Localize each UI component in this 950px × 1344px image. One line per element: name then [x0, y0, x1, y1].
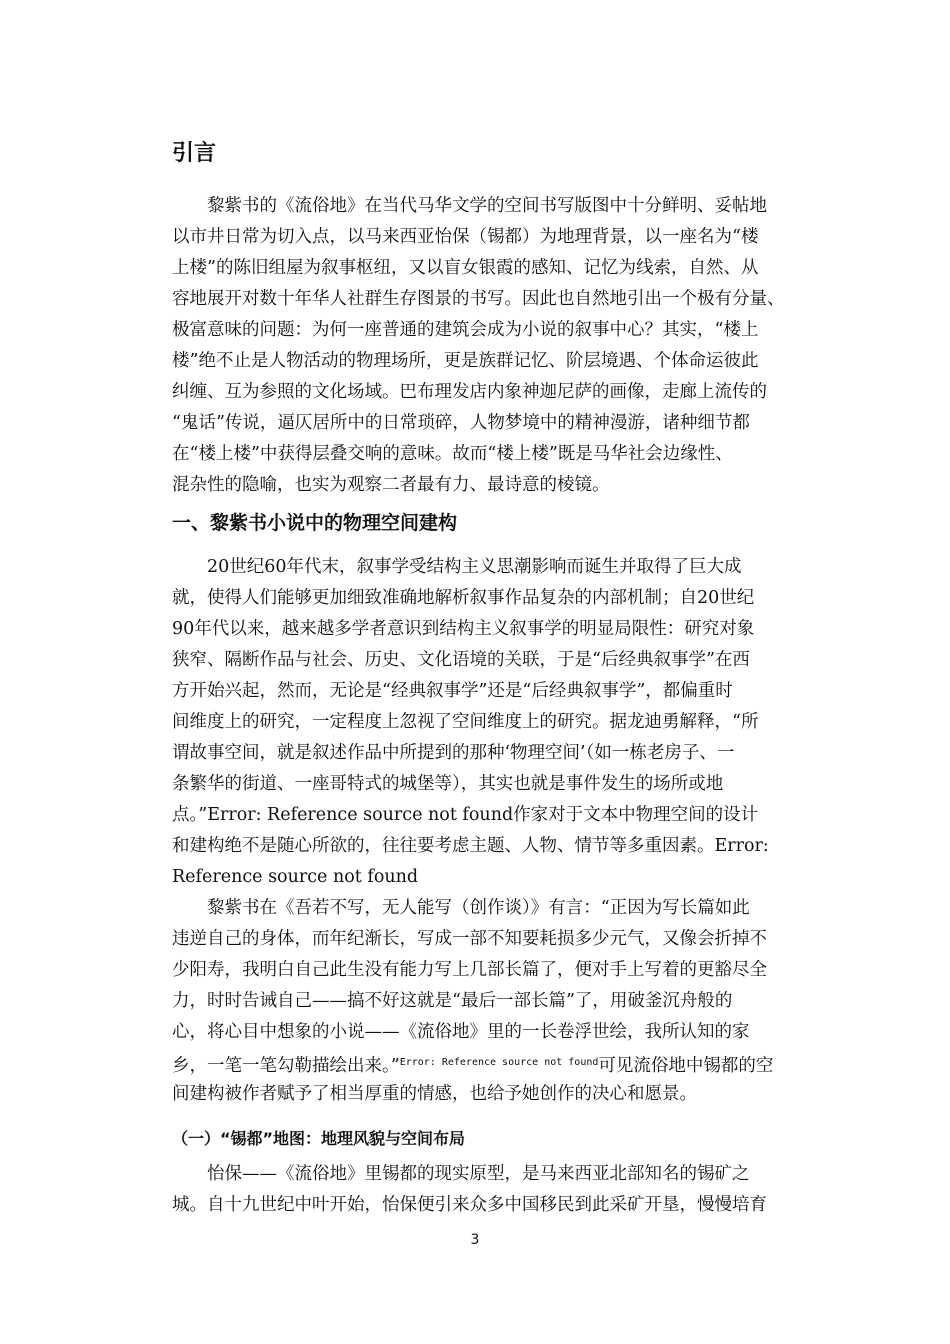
text-line: 心，将心目中想象的小说——《流俗地》里的一长卷浮世绘，我所认知的家 — [172, 1022, 750, 1042]
text-line: 90年代以来，越来越多学者意识到结构主义叙事学的明显局限性：研究对象 — [172, 619, 755, 639]
text-line — [172, 1051, 832, 1078]
text-line: 黎紫书在《吾若不写，无人能写（创作谈）》有言：“正因为写长篇如此 — [207, 898, 750, 918]
text-span: 可见流俗地中锡都的空 — [598, 1056, 774, 1076]
text-line: 点。”Error: Reference source not found作家对于文本中物理空间的设计 — [172, 805, 759, 825]
text-line: 狭窄、隔断作品与社会、历史、文化语境的关联，于是“后经典叙事学”在西 — [172, 650, 750, 670]
reference-error-note: Error: Reference source not found — [399, 1057, 599, 1068]
text-line: 方开始兴起，然而，无论是“经典叙事学”还是“后经典叙事学”，都偏重时 — [172, 681, 733, 701]
section-heading-intro: 引言 — [172, 141, 217, 166]
text-line: 和建构绝不是随心所欲的，往往要考虑主题、人物、情节等多重因素。Error: — [172, 836, 769, 856]
text-line: 力，时时告诫自己——搞不好这就是“最后一部长篇”了，用破釜沉舟般的 — [172, 991, 733, 1011]
text-line: 20世纪60年代末，叙事学受结构主义思潮影响而诞生并取得了巨大成 — [207, 557, 742, 577]
text-line: 黎紫书的《流俗地》在当代马华文学的空间书写版图中十分鲜明、妥帖地 — [207, 196, 767, 216]
text-line: 楼”绝不止是人物活动的物理场所，更是族群记忆、阶层境遇、个体命运彼此 — [172, 351, 759, 371]
page-number: 3 — [470, 1232, 480, 1248]
text-line: “鬼话”传说，逼仄居所中的日常琐碎，人物梦境中的精神漫游，诸种细节都 — [172, 413, 750, 433]
text-line: 上楼”的陈旧组屋为叙事枢纽，又以盲女银霞的感知、记忆为线索，自然、从 — [172, 258, 759, 278]
text-line: 就，使得人们能够更加细致准确地解析叙事作品复杂的内部机制；自20世纪 — [172, 588, 755, 608]
text-line: 条繁华的街道、一座哥特式的城堡等），其实也就是事件发生的场所或地 — [172, 774, 724, 794]
section-heading-1: 一、黎紫书小说中的物理空间建构 — [172, 512, 458, 534]
text-line: 以市井日常为切入点，以马来西亚怡保（锡都）为地理背景，以一座名为“楼 — [172, 227, 759, 247]
text-line: 怡保——《流俗地》里锡都的现实原型，是马来西亚北部知名的锡矿之 — [207, 1164, 750, 1184]
text-span: 乡，一笔一笔勾勒描绘出来。” — [172, 1056, 400, 1076]
subsection-heading-1-1: （一）“锡都”地图：地理风貌与空间布局 — [172, 1129, 466, 1148]
text-line: 容地展开对数十年华人社群生存图景的书写。因此也自然地引出一个极有分量、 — [172, 289, 785, 309]
text-line: 违逆自己的身体，而年纪渐长，写成一部不知要耗损多少元气，又像会折掉不 — [172, 929, 767, 949]
text-line: 间建构被作者赋予了相当厚重的情感，也给予她创作的决心和愿景。 — [172, 1084, 697, 1104]
text-line: 城。自十九世纪中叶开始，怡保便引来众多中国移民到此采矿开垦，慢慢培育 — [172, 1195, 767, 1215]
text-line: 间维度上的研究，一定程度上忽视了空间维度上的研究。据龙迪勇解释，“所 — [172, 712, 759, 732]
text-line: 谓故事空间，就是叙述作品中所提到的那种‘物理空间’（如一栋老房子、一 — [172, 743, 735, 763]
text-line: 极富意味的问题：为何一座普通的建筑会成为小说的叙事中心？其实，“楼上 — [172, 320, 759, 340]
text-line: Reference source not found — [172, 867, 419, 887]
text-line: 混杂性的隐喻，也实为观察二者最有力、最诗意的棱镜。 — [172, 475, 610, 495]
text-line: 在“楼上楼”中获得层叠交响的意味。故而“楼上楼”既是马华社会边缘性、 — [172, 444, 733, 464]
text-line: 少阳寿，我明白自己此生没有能力写上几部长篇了，便对手上写着的更豁尽全 — [172, 960, 767, 980]
text-line: 纠缠、互为参照的文化场域。巴布理发店内象神迦尼萨的画像，走廊上流传的 — [172, 382, 767, 402]
